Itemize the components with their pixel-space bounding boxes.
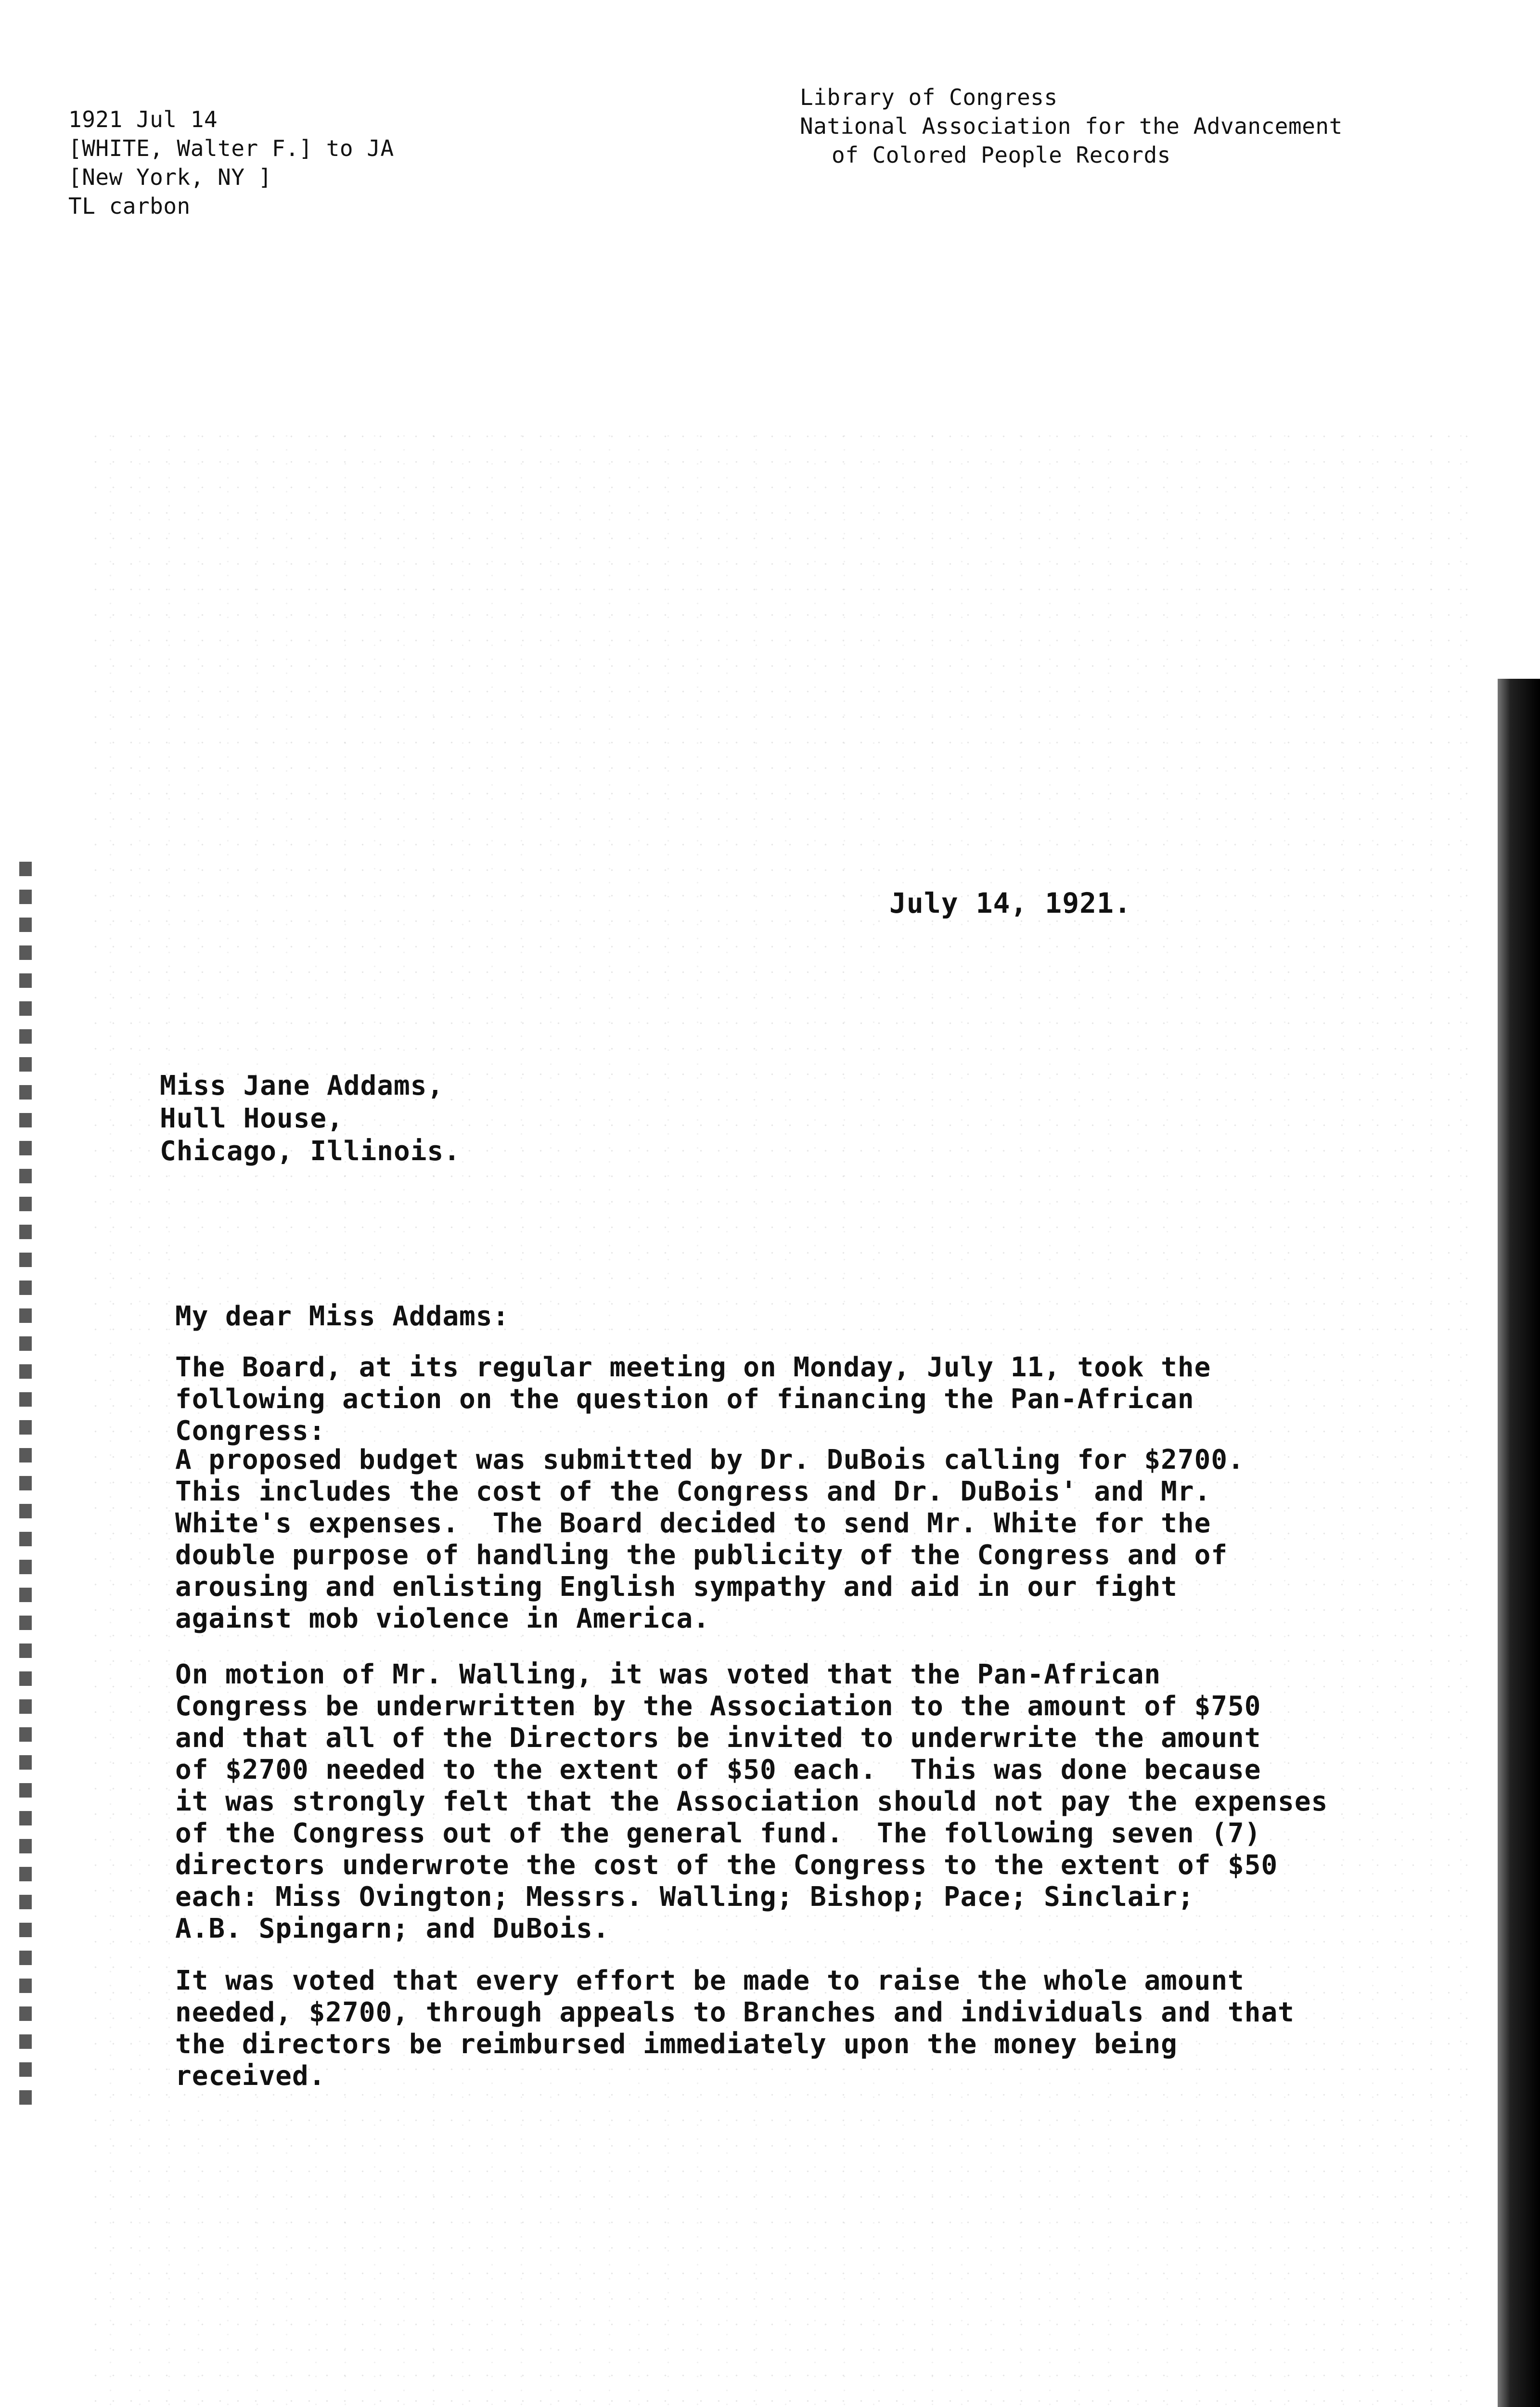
scan-edge-shadow (1498, 679, 1540, 2407)
repository-citation (800, 83, 1343, 169)
paragraph-line: received. (175, 2060, 326, 2092)
citation-correspondents: [WHITE, Walter F.] to JA (68, 135, 394, 161)
paragraph-line: Congress: (175, 1415, 326, 1447)
letter-paragraph-4 (175, 1965, 1295, 2092)
citation-format: TL carbon (68, 193, 191, 219)
addressee-line: Miss Jane Addams, (160, 1070, 444, 1101)
scan-binding-marks (19, 862, 32, 2113)
letter-paragraph-1 (175, 1352, 1211, 1447)
paragraph-line: A.B. Spingarn; and DuBois. (175, 1913, 610, 1944)
paragraph-line: The Board, at its regular meeting on Monday, July 11, took the (175, 1352, 1211, 1383)
letter-salutation: My dear Miss Addams: (175, 1301, 510, 1332)
paragraph-line: against mob violence in America. (175, 1603, 710, 1634)
repository-name: Library of Congress (800, 84, 1058, 110)
paragraph-line: of the Congress out of the general fund. The following seven (7) (175, 1818, 1261, 1849)
paragraph-line: of $2700 needed to the extent of $50 each. This was done because (175, 1754, 1261, 1786)
paragraph-line: A proposed budget was submitted by Dr. DuBois calling for $2700. (175, 1444, 1245, 1475)
paragraph-line: White's expenses. The Board decided to send Mr. White for the (175, 1508, 1211, 1539)
paragraph-line: Congress be underwritten by the Association to the amount of $750 (175, 1691, 1261, 1722)
paragraph-line: double purpose of handling the publicity of the Congress and of (175, 1540, 1228, 1571)
letter-paragraph-3 (175, 1659, 1328, 1945)
collection-name-line1: National Association for the Advancement (800, 113, 1343, 139)
letter-paragraph-2 (175, 1444, 1245, 1635)
addressee-line: Hull House, (160, 1103, 344, 1134)
paragraph-line: This includes the cost of the Congress and Dr. DuBois' and Mr. (175, 1476, 1211, 1507)
paragraph-line: On motion of Mr. Walling, it was voted that the Pan-African (175, 1659, 1161, 1690)
addressee-line: Chicago, Illinois. (160, 1136, 461, 1167)
paragraph-line: and that all of the Directors be invited to underwrite the amount (175, 1722, 1261, 1754)
paragraph-line: needed, $2700, through appeals to Branches and individuals and that (175, 1997, 1295, 2028)
paragraph-line: directors underwrote the cost of the Congress to the extent of $50 (175, 1850, 1278, 1881)
paragraph-line: the directors be reimbursed immediately upon the money being (175, 2029, 1178, 2060)
citation-date: 1921 Jul 14 (68, 106, 218, 132)
letter-date: July 14, 1921. (889, 887, 1131, 919)
paragraph-line: arousing and enlisting English sympathy and aid in our fight (175, 1571, 1178, 1603)
paragraph-line: it was strongly felt that the Association should not pay the expenses (175, 1786, 1328, 1817)
citation-place: [New York, NY ] (68, 164, 272, 190)
paragraph-line: It was voted that every effort be made to raise the whole amount (175, 1965, 1245, 1996)
collection-name-line2: of Colored People Records (832, 142, 1171, 168)
archival-citation (68, 105, 394, 220)
paragraph-line: each: Miss Ovington; Messrs. Walling; Bishop; Pace; Sinclair; (175, 1881, 1194, 1913)
paragraph-line: following action on the question of financing the Pan-African (175, 1384, 1194, 1415)
letter-addressee (160, 1070, 461, 1168)
